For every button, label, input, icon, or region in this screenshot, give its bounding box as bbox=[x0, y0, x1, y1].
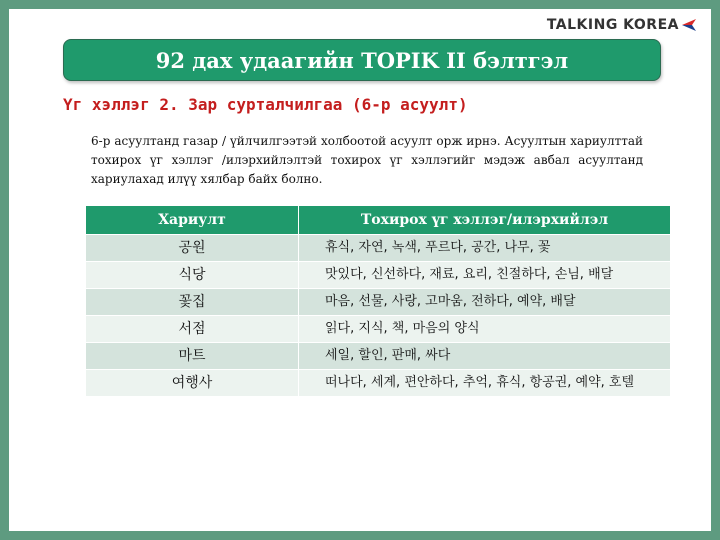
logo-text: TALKING KOREA bbox=[546, 17, 679, 33]
header-answer: Хариулт bbox=[86, 206, 299, 235]
answer-cell: 공원 bbox=[86, 235, 299, 262]
answer-cell: 마트 bbox=[86, 343, 299, 370]
table-row bbox=[86, 262, 670, 289]
table-row bbox=[86, 370, 670, 397]
table-row bbox=[86, 343, 670, 370]
arrow-flag-icon bbox=[681, 18, 697, 32]
answer-cell: 여행사 bbox=[86, 370, 299, 397]
words-cell: 마음, 선물, 사랑, 고마움, 전하다, 예약, 배달 bbox=[299, 289, 671, 316]
words-cell: 휴식, 자연, 녹색, 푸르다, 공간, 나무, 꽃 bbox=[299, 235, 671, 262]
brand-logo bbox=[547, 17, 697, 33]
answer-table bbox=[86, 206, 670, 396]
answer-cell: 식당 bbox=[86, 262, 299, 289]
words-cell: 맛있다, 신선하다, 재료, 요리, 친절하다, 손님, 배달 bbox=[299, 262, 671, 289]
table-header-row bbox=[86, 206, 670, 235]
words-cell: 떠나다, 세계, 편안하다, 추억, 휴식, 항공권, 예약, 호텔 bbox=[299, 370, 671, 397]
header-words: Тохирох үг хэллэг/илэрхийлэл bbox=[299, 206, 671, 235]
table-row bbox=[86, 289, 670, 316]
words-cell: 읽다, 지식, 책, 마음의 양식 bbox=[299, 316, 671, 343]
answer-cell: 서점 bbox=[86, 316, 299, 343]
section-subtitle: Үг хэллэг 2. Зар сурталчилгаа (6-р асуулт) bbox=[63, 95, 468, 114]
words-cell: 세일, 할인, 판매, 싸다 bbox=[299, 343, 671, 370]
table-row bbox=[86, 235, 670, 262]
page-title: 92 дах удаагийн TOPIK II бэлтгэл bbox=[63, 39, 661, 81]
answer-cell: 꽃집 bbox=[86, 289, 299, 316]
description-paragraph: 6-р асуултанд газар / үйлчилгээтэй холбоотой асуулт орж ирнэ. Асуултын хариулттай тохирох үг хэллэг /илэрхийлэлтэй тохирох үг хэллэгийг мэдэж авбал асуултанд хариулахад илүү хялбар байх болно. bbox=[91, 134, 643, 186]
slide bbox=[9, 9, 711, 531]
table-row bbox=[86, 316, 670, 343]
